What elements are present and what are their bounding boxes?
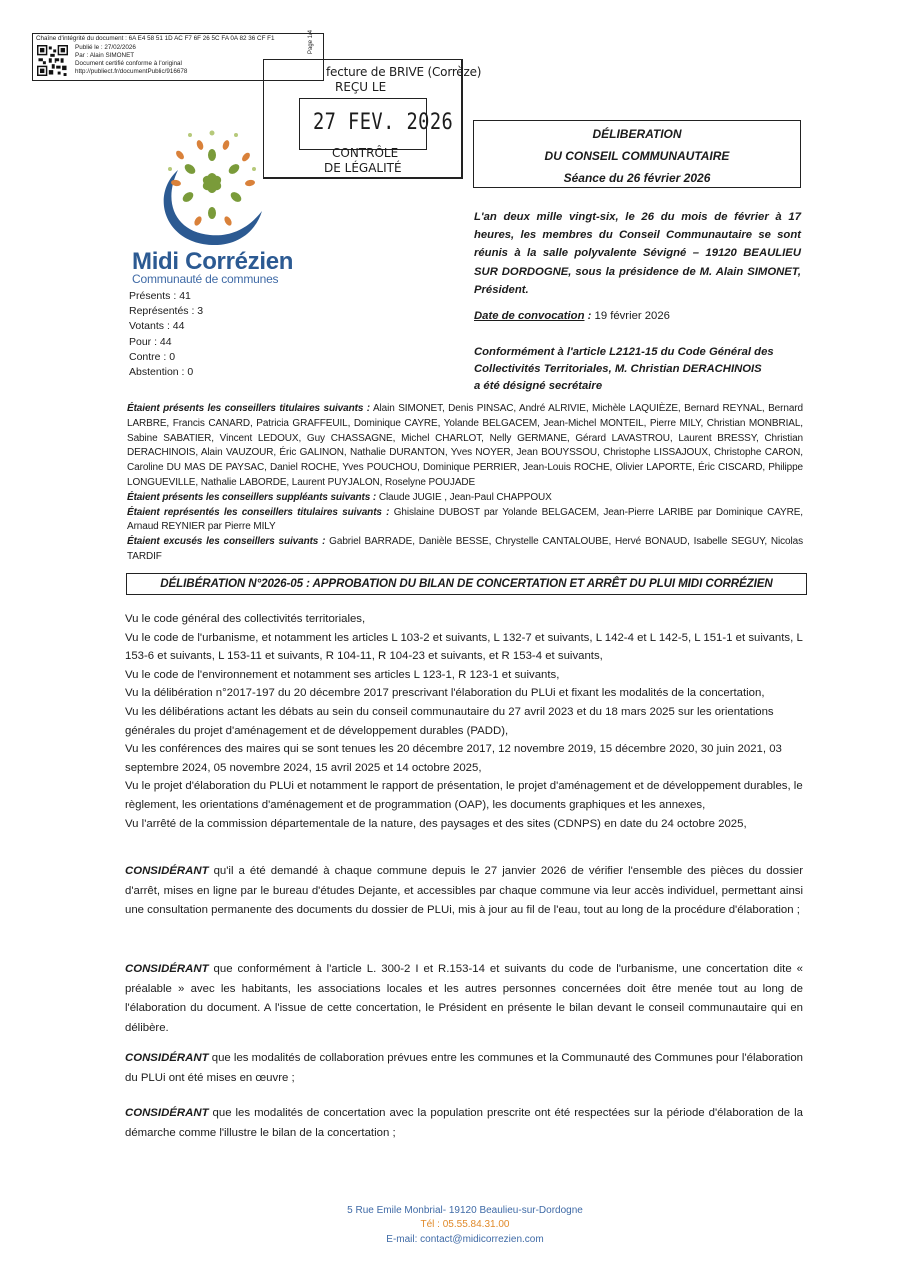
footer-email[interactable]: E-mail: contact@midicorrezien.com [386,1233,544,1245]
footer-address: 5 Rue Emile Monbrial- 19120 Beaulieu-sur-Dordogne [347,1205,583,1216]
present-suppleants: Étaient présents les conseillers suppléants suivants : Claude JUGIE , Jean-Paul CHAPPOUX [127,491,552,503]
stamp-prefecture: fecture de BRIVE (Corrèze) [326,65,482,79]
stamp-received: REÇU LE [335,80,387,94]
document-url[interactable]: http://publiect.fr/documentPublic/916678 [75,68,188,75]
footer-contact [0,1204,900,1247]
count-represented: Représentés : 3 [129,305,204,318]
deliberation-title: DÉLIBÉRATION N°2026-05 : APPROBATION DU BILAN DE CONCERTATION ET ARRÊT DU PLUI MIDI CORRÉZIEN [126,573,807,595]
session-intro: L'an deux mille vingt-six, le 26 du mois de février à 17 heures, les membres du Conseil Communautaire se sont réunis à la salle polyvalente Sévigné – 19120 BEAULIEU SUR DORDOGNE, sous la présidence de M. Alain SIMONET, Président. [474,211,801,296]
count-against: Contre : 0 [129,350,176,363]
convocation-separator: : [584,310,595,322]
vu-item: Vu le code de l'environnement et notamment ses articles L 123-1, R 123-1 et suivants, [125,668,560,681]
considerant-paragraph: CONSIDÉRANT qu'il a été demandé à chaque commune depuis le 27 janvier 2026 de vérifier l'ensemble des pièces du dossier d'arrêt, mises en ligne par le bureau d'études Dejante, et accessibles par chaque commune via leur accès individuel, permettant ainsi une consultation permanente des documents du dossier de PLUi, mis à jour au fil de l'eau, tout au long de la procédure d'élaboration ; [125,865,803,916]
published-by: Par : Alain SIMONET [75,52,135,59]
vu-item: Vu le code général des collectivités territoriales, [125,613,366,625]
footer-phone[interactable]: Tél : 05.55.84.31.00 [420,1219,510,1231]
convocation-value: 19 février 2026 [594,310,670,322]
count-abstention: Abstention : 0 [129,366,194,379]
prefecture-stamp [263,59,482,179]
vu-item: Vu les conférences des maires qui se sont tenues les 20 décembre 2017, 12 novembre 2019, 15 décembre 2020, 30 juin 2021, 03 septembre 2024, 05 novembre 2024, 15 avril 2025 et 14 octobre 2025, [125,743,782,774]
vu-item: Vu le code de l'urbanisme, et notamment les articles L 103-2 et suivants, L 132-7 et suivants, L 142-4 et L 142-5, L 151-1 et suivants, L 153-6 et suivants, L 153-11 et suivants, R 104-11, R 104-23 et suivants, et R 153-4 et suivants, [125,631,803,663]
qr-code-icon [37,45,68,76]
stamp-date: 27 FEV. 2026 [313,110,454,135]
convocation-date [474,310,670,322]
considerant-paragraph: CONSIDÉRANT que les modalités de concertation avec la population prescrite ont été respectées sur la période d'élaboration de la démarche comme l'illustre le bilan de la concertation ; [125,1107,803,1139]
vu-item: Vu le projet d'élaboration du PLUi et notamment le rapport de présentation, le projet d'aménagement et de développement durables, le règlement, les orientations d'aménagement et de programmation (OAP), les documents graphiques et les annexes, [125,780,803,811]
brand-subtitle: Communauté de communes [132,272,279,286]
represented-titulaires: Étaient représentés les conseillers titulaires suivants : Ghislaine DUBOST par Yolande BELGACEM, Jean-Pierre LARIBE par Dominique CAYRE, Arnaud REYNIER par Pierre MILY [127,506,803,533]
title-session: Séance du 26 février 2026 [563,171,711,185]
integrity-chain: Chaîne d'intégrité du document : 6A E4 58 51 1D AC F7 6F 26 5C FA 0A 82 36 CF F1 [36,35,275,42]
secretary-designation: Conformément à l'article L2121-15 du Code Général des Collectivités Territoriales, M. Christian DERACHINOIS a été désigné secrétaire [474,346,774,392]
document-title-box [473,120,801,188]
convocation-label: Date de convocation [474,310,585,322]
brand-name: Midi Corrézien [132,248,294,275]
published-date: Publié le : 27/02/2026 [75,44,136,51]
vu-list [125,610,803,833]
count-present: Présents : 41 [129,290,191,302]
vu-item: Vu l'arrêté de la commission départementale de la nature, des paysages et des sites (CDNPS) en date du 24 octobre 2025, [125,817,747,830]
stamp-control: CONTRÔLE [332,146,399,160]
title-council: DU CONSEIL COMMUNAUTAIRE [544,149,730,163]
excused-members: Étaient excusés les conseillers suivants : Gabriel BARRADE, Danièle BESSE, Chrystelle CANTALOUBE, Hervé BONAUD, Isabelle SEGUY, Nicolas TARDIF [127,536,803,562]
attendance-list [127,402,803,565]
present-titulaires: Étaient présents les conseillers titulaires suivants : Alain SIMONET, Denis PINSAC, André ALRIVIE, Michèle LAQUIÈZE, Bernard REYNAL, Bernard LARBRE, Francis CANARD, Patricia GRAFFEUIL, Dominique CAYRE, Yolande BELGACEM, Jean-Michel MONTEIL, Pierre MILY, Christian MONBRIAL, Sabine SABATIER, Vincent LEDOUX, Guy CHASSAGNE, Michel CHARLOT, Nelly GERMANE, Gérard LAVASTROU, Laurent BRESSY, Christian DERACHINOIS, Alain VAUZOUR, Éric GALINON, Nathalie DURANTON, Yves NOYER, Jean BOUYSSOU, Christophe LISSAJOUX, Christophe CARON, Caroline DU MAS DE PAYSAC, Daniel ROCHE, Yves POUCHOU, Dominique PERRIER, Jean-Louis ROCHE, Olivier LAPORTE, Éric CISCARD, Philippe LONGUEVILLE, Nathalie LABORDE, Laurent PUYJALON, Roselyne POUJADE [127,403,803,488]
stamp-legality: DE LÉGALITÉ [324,161,402,175]
vote-counts [129,289,203,380]
page-number: Page 1/4 [308,29,314,54]
certified-note: Document certifié conforme à l'original [75,60,182,67]
considerant-paragraph: CONSIDÉRANT que les modalités de collaboration prévues entre les communes et la Communauté des Communes pour l'élaboration du PLUi ont été mises en œuvre ; [125,1052,803,1084]
integrity-meta [75,44,187,76]
title-deliberation: DÉLIBERATION [592,127,682,141]
vu-item: Vu les délibérations actant les débats au sein du conseil communautaire du 27 avril 2023 et du 18 mars 2025 sur les orientations générales du projet d'aménagement et de développement durables (PADD), [125,705,774,737]
considerant-paragraph: CONSIDÉRANT que conformément à l'article L. 300-2 I et R.153-14 et suivants du code de l'urbanisme, une concertation dite « préalable » avec les habitants, les associations locales et les autres personnes concernées doit être menée tout au long de l'élaboration du document. A l'issue de cette concertation, le Président en présente le bilan devant le conseil communautaire qui en délibère. [125,963,803,1034]
count-voters: Votants : 44 [129,320,185,333]
vu-item: Vu la délibération n°2017-197 du 20 décembre 2017 prescrivant l'élaboration du PLUi et fixant les modalités de la concertation, [125,687,765,700]
midi-correzien-logo-icon [150,125,270,255]
count-for: Pour : 44 [129,335,172,348]
